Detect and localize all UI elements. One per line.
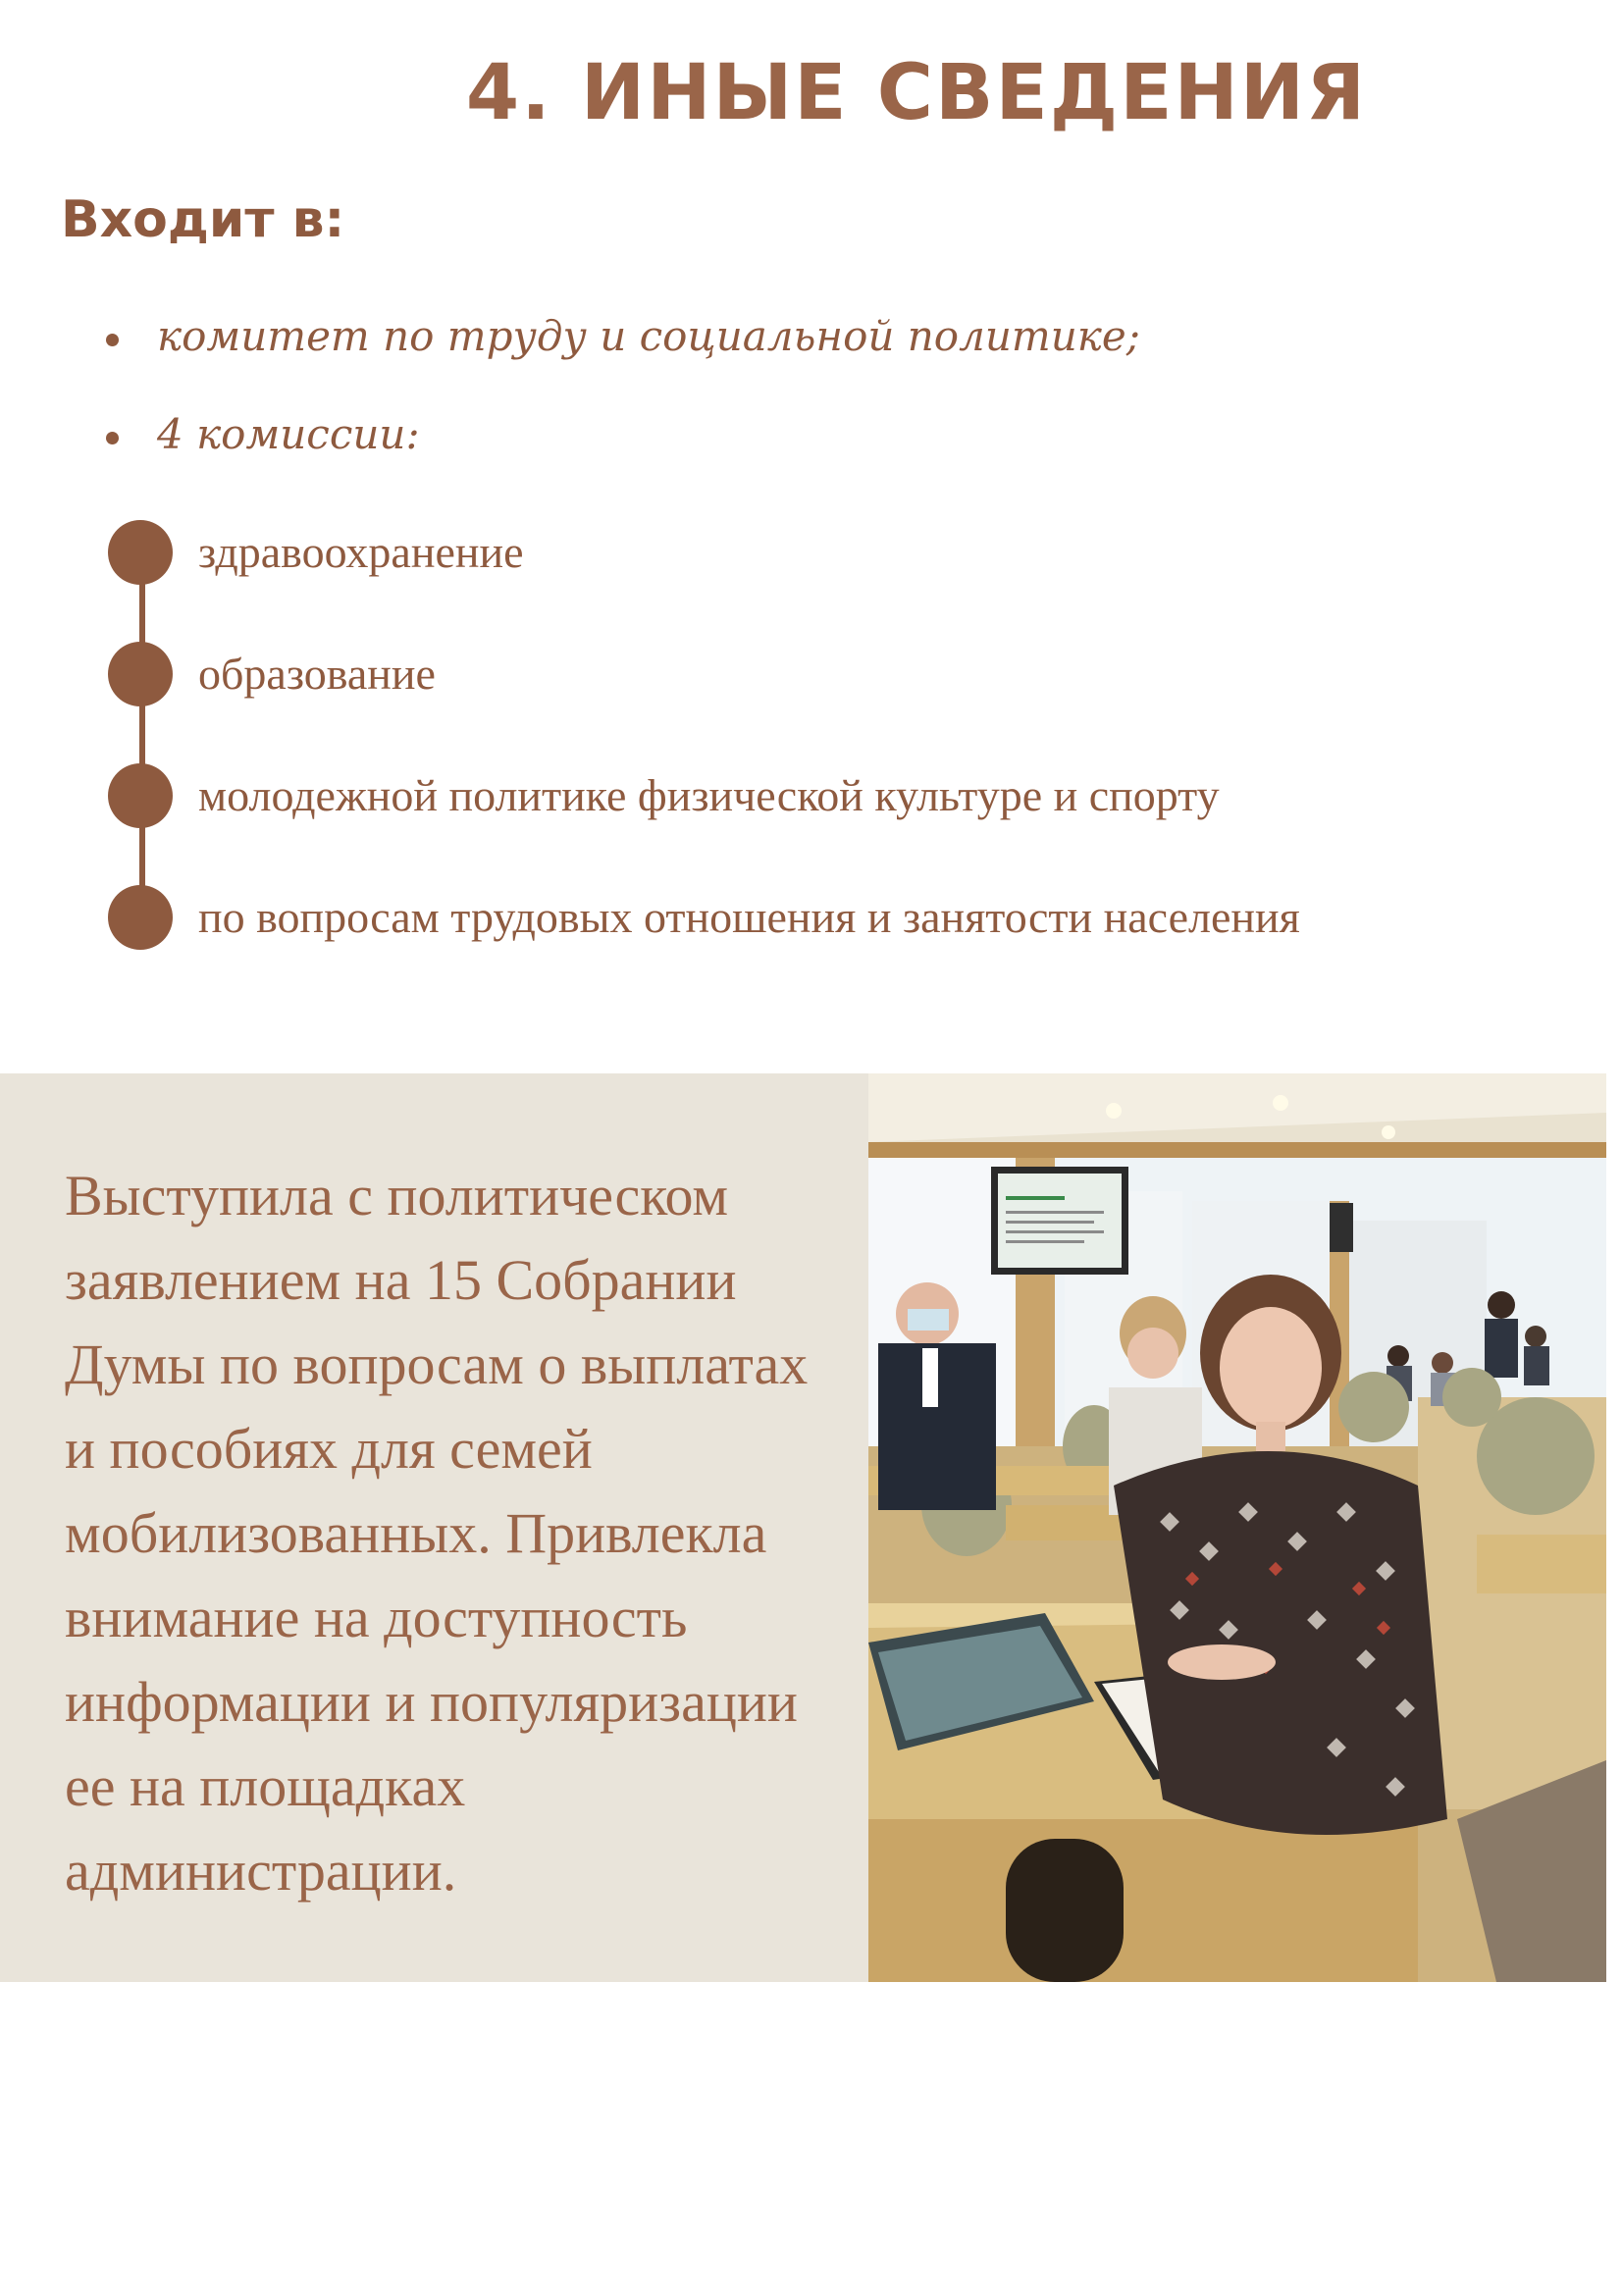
commissions-timeline xyxy=(108,520,1501,1011)
timeline-line xyxy=(139,551,145,924)
commission-label: здравоохранение xyxy=(198,527,524,577)
session-photo-illustration xyxy=(868,1073,1606,1982)
list-item-label: 4 комиссии: xyxy=(157,410,420,458)
info-panel xyxy=(0,1073,868,1982)
commission-label: образование xyxy=(198,649,436,699)
info-text: Выступила с политическом заявлением на 15 Собрании Думы по вопросам о выплатах и пособиях для семей мобилизованных. Привлекла внимание на доступность информации и популяризации ее на площадках администрации. xyxy=(65,1164,809,1903)
timeline-dot-icon xyxy=(108,520,173,585)
timeline-dot-icon xyxy=(108,763,173,828)
list-item-label: комитет по труду и социальной политике; xyxy=(157,312,1140,360)
timeline-dot-icon xyxy=(108,885,173,950)
section-heading: Входит в: xyxy=(61,190,345,249)
page-title: 4. ИНЫЕ СВЕДЕНИЯ xyxy=(465,49,1368,137)
timeline-dot-icon xyxy=(108,642,173,706)
list-item xyxy=(106,410,1140,508)
bullet-dot-icon xyxy=(106,334,119,346)
commission-label: по вопросам трудовых отношения и занятости населения xyxy=(198,892,1300,942)
session-photo xyxy=(868,1073,1606,1982)
bullet-dot-icon xyxy=(106,432,119,444)
list-item xyxy=(106,312,1140,410)
commission-label: молодежной политике физической культуре и спорту xyxy=(198,770,1220,820)
membership-list xyxy=(106,312,1140,508)
